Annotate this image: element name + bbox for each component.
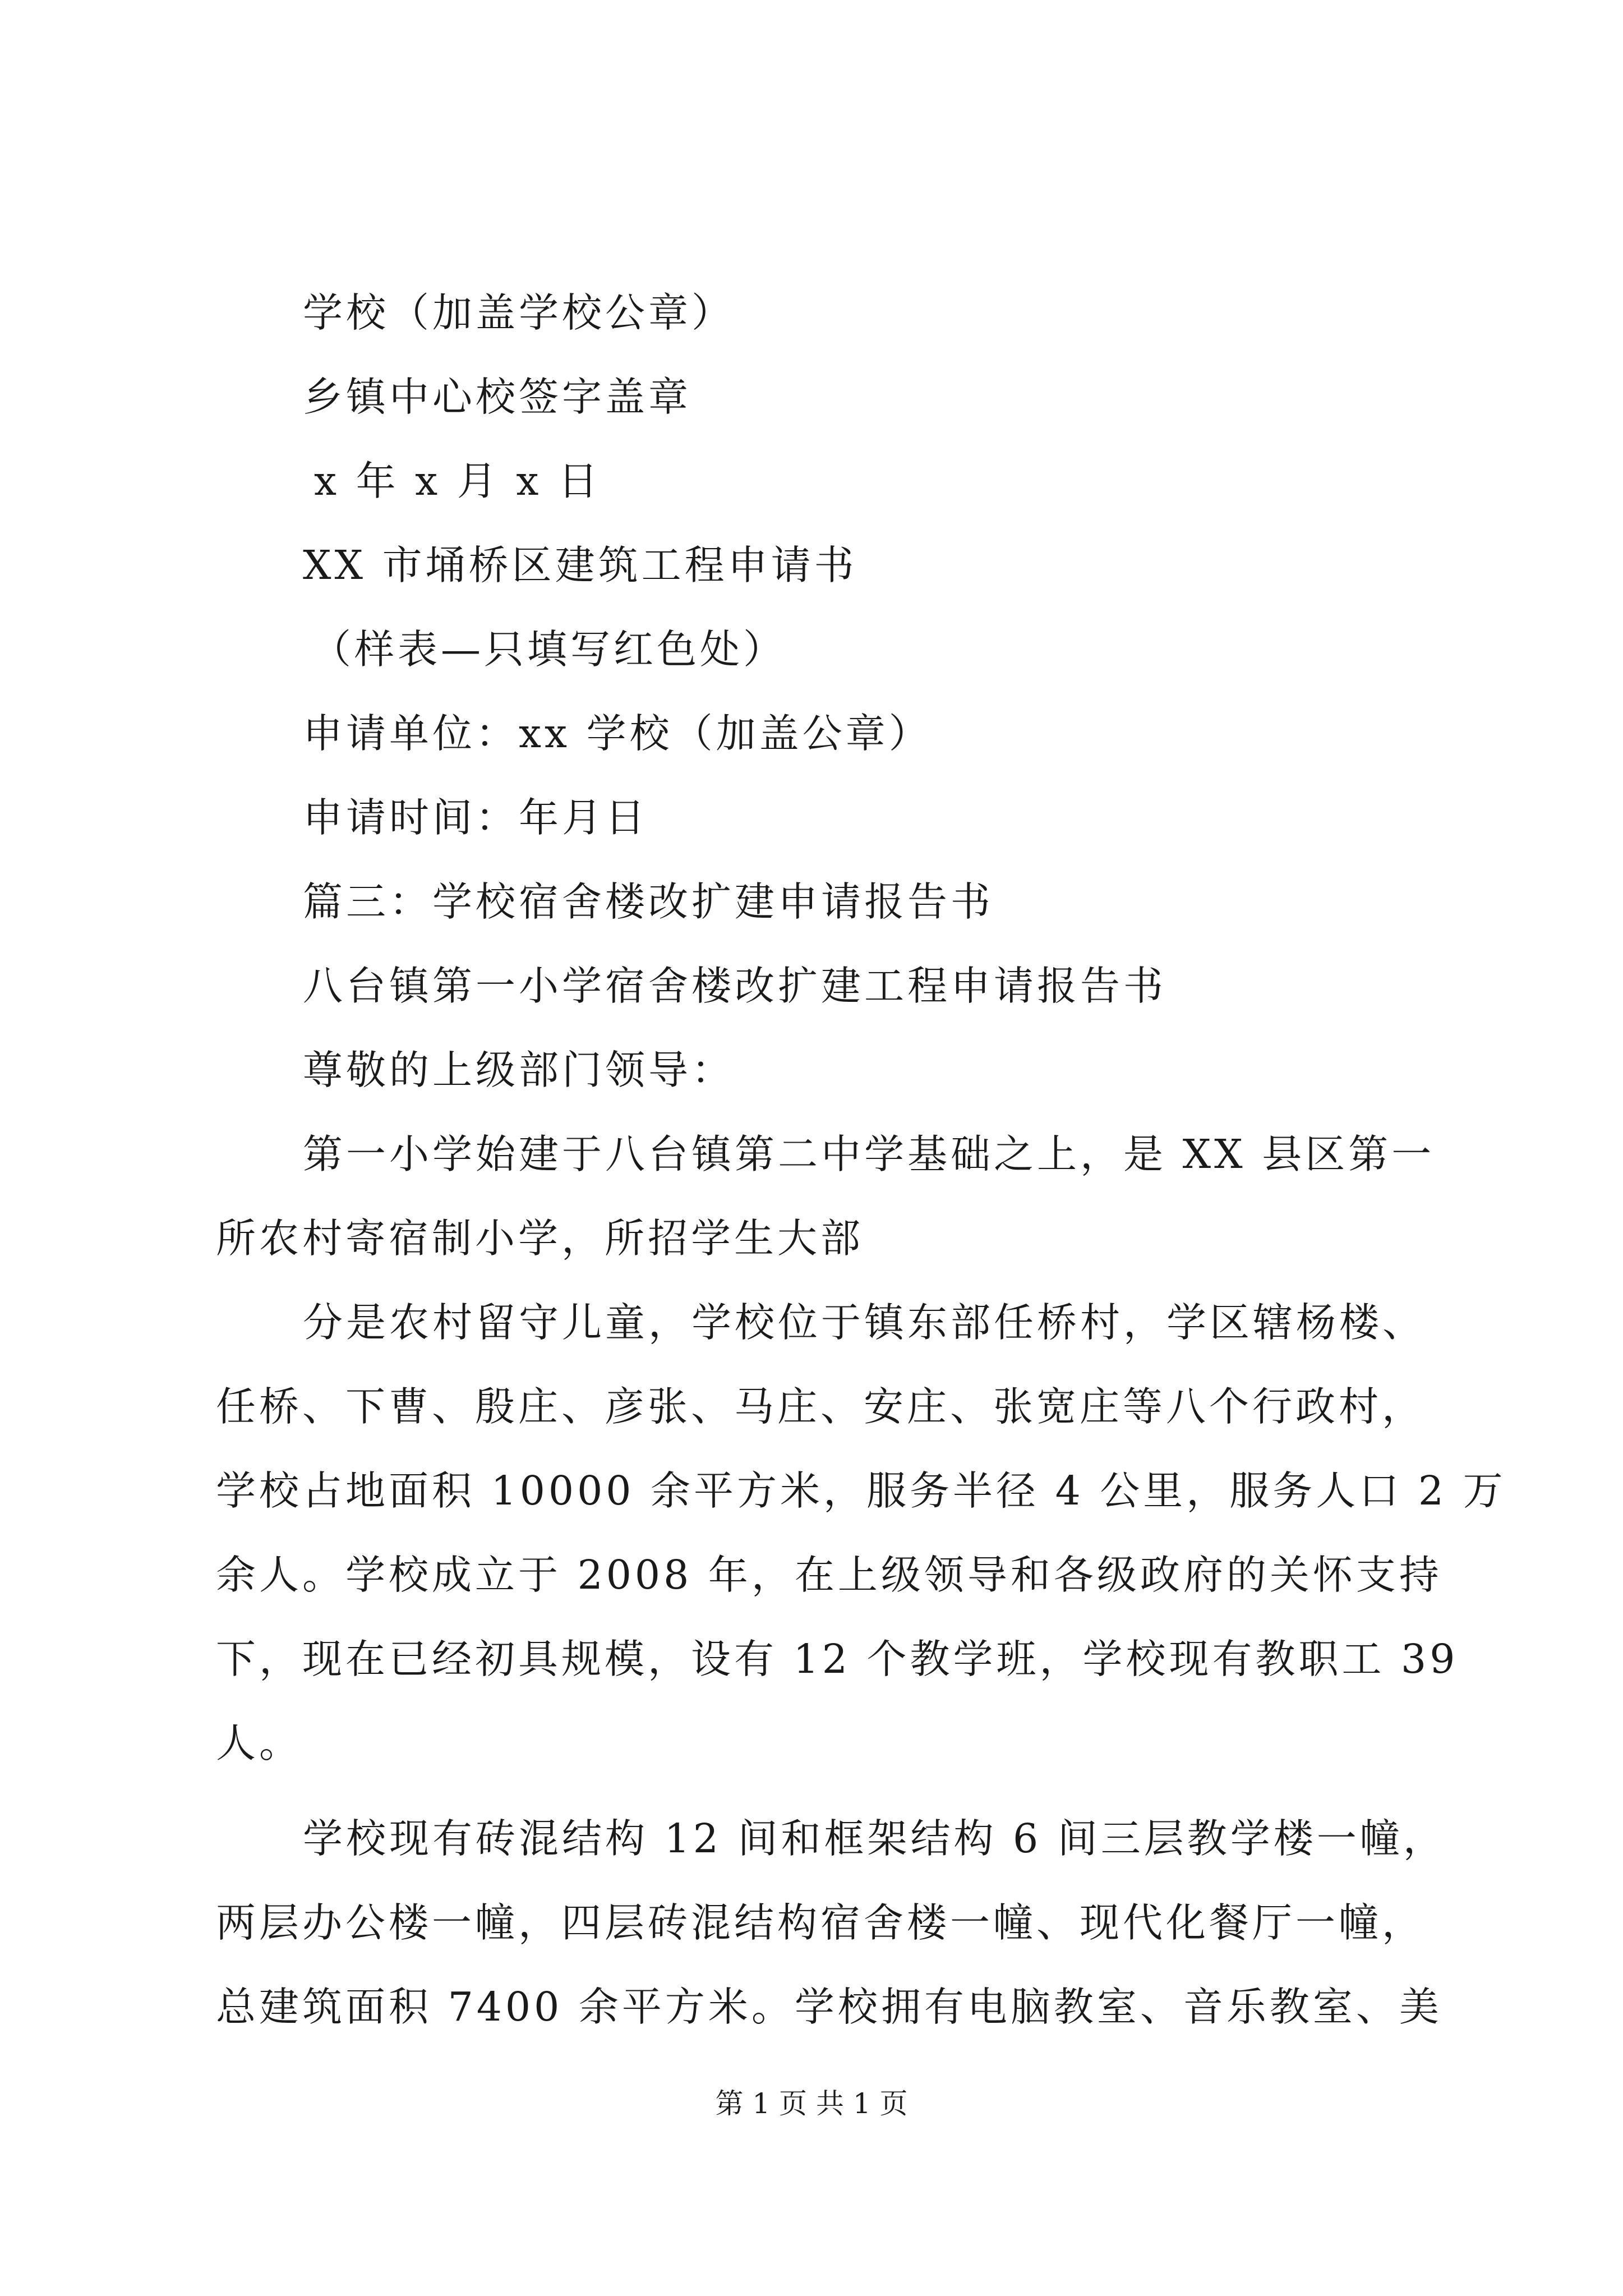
text-line: 学校占地面积 10000 余平方米，服务半径 4 公里，服务人口 2 万 [216,1467,1506,1514]
text-line: 申请时间：年月日 [303,794,649,841]
text-line: x 年 x 月 x 日 [314,458,601,504]
text-line: 尊敬的上级部门领导： [303,1047,735,1093]
text-line: 学校现有砖混结构 12 间和框架结构 6 间三层教学楼一幢， [303,1815,1446,1862]
text-line: 总建筑面积 7400 余平方米。学校拥有电脑教室、音乐教室、美 [216,1984,1442,2030]
text-line: 申请单位：xx 学校（加盖公章） [303,710,932,757]
text-line: 学校（加盖学校公章） [303,289,735,336]
text-line: XX 市埇桥区建筑工程申请书 [303,542,857,588]
page-footer: 第 1 页 共 1 页 [715,2087,908,2120]
text-line: 人。 [216,1720,303,1766]
text-line: 第一小学始建于八台镇第二中学基础之上，是 XX 县区第一 [303,1131,1435,1177]
text-line: 八台镇第一小学宿舍楼改扩建工程申请报告书 [303,963,1167,1009]
text-line: 余人。学校成立于 2008 年，在上级领导和各级政府的关怀支持 [216,1552,1442,1598]
text-line: 下，现在已经初具规模，设有 12 个教学班，学校现有教职工 39 [216,1636,1459,1682]
text-line: 两层办公楼一幢，四层砖混结构宿舍楼一幢、现代化餐厅一幢， [216,1899,1426,1946]
text-line: （样表—只填写红色处） [311,626,787,673]
text-line: 乡镇中心校签字盖章 [303,374,692,420]
text-line: 篇三：学校宿舍楼改扩建申请报告书 [303,878,994,925]
text-line: 分是农村留守儿童，学校位于镇东部任桥村，学区辖杨楼、 [303,1299,1426,1346]
text-line: 任桥、下曹、殷庄、彦张、马庄、安庄、张宽庄等八个行政村， [216,1383,1426,1430]
text-line: 所农村寄宿制小学，所招学生大部 [216,1215,864,1262]
